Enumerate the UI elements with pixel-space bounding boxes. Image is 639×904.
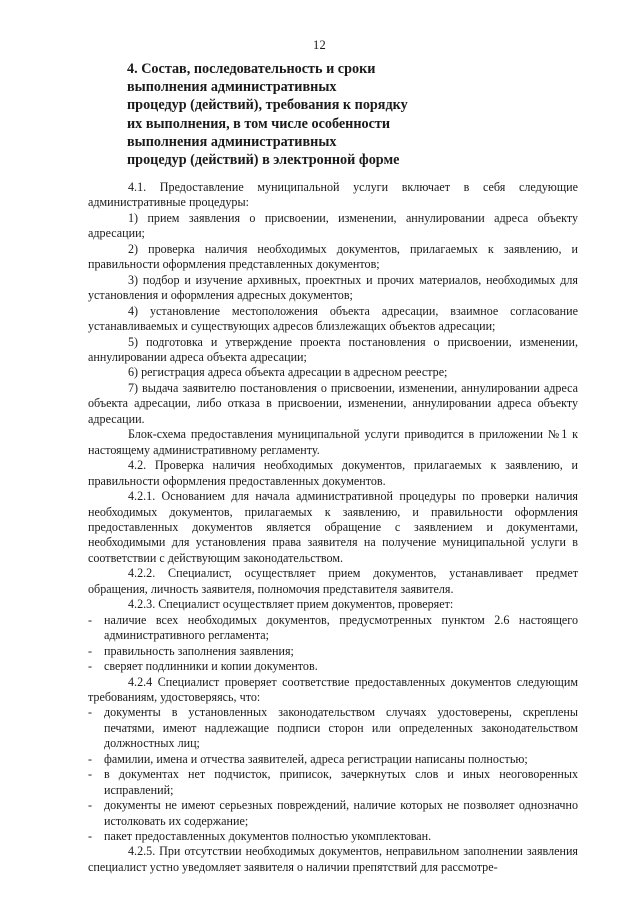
- list-item-text: сверяет подлинники и копии документов.: [104, 659, 318, 674]
- list-item-text: в документах нет подчисток, приписок, зачеркнутых слов и иных неоговоренных исправлений;: [104, 767, 578, 797]
- list-item-text: наличие всех необходимых документов, предусмотренных пунктом 2.6 настоящего административного регламента;: [104, 612, 578, 643]
- title-line: процедур (действий) в электронной форме: [127, 152, 400, 169]
- title-line: процедур (действий), требования к порядку: [127, 97, 408, 114]
- paragraph: 4.2.4 Специалист проверяет соответствие предоставленных документов следующим требованиям, удостоверяясь, что:: [88, 674, 578, 704]
- list-item: [88, 613, 578, 644]
- section-title: [127, 60, 457, 169]
- paragraph: 4.2. Проверка наличия необходимых документов, прилагаемых к заявлению, и правильности оформления предоставленных документов.: [88, 458, 578, 488]
- title-line: выполнения административных: [127, 79, 337, 96]
- paragraph: 4.1. Предоставление муниципальной услуги включает в себя следующие административные процедуры:: [88, 180, 578, 210]
- paragraph: 2) проверка наличия необходимых документов, прилагаемых к заявлению, и правильности оформления представленных документов;: [88, 241, 578, 272]
- dash-marker: -: [88, 705, 93, 720]
- paragraph: 5) подготовка и утверждение проекта постановления о присвоении, изменении, аннулировании адреса объекта адресации;: [88, 334, 578, 364]
- list-item: [88, 644, 578, 659]
- title-line: выполнения административных: [127, 133, 337, 150]
- title-line: 4. Состав, последовательность и сроки: [127, 61, 376, 77]
- paragraph: 4.2.5. При отсутствии необходимых документов, неправильном заполнении заявления специалист устно уведомляет заявителя о наличии препятствий для рассмотре-: [88, 844, 578, 874]
- paragraph: 1) прием заявления о присвоении, изменении, аннулировании адреса объекту адресации;: [88, 210, 578, 241]
- paragraph: 7) выдача заявителю постановления о присвоении, изменении, аннулировании адреса объекта адресации, либо отказа в присвоении, изменении, аннулировании адреса объекту адресации.: [88, 380, 578, 426]
- dash-marker: -: [88, 643, 93, 658]
- dash-marker: -: [88, 798, 93, 813]
- list-item: [88, 705, 578, 751]
- list-item: [88, 659, 578, 674]
- list-item: [88, 767, 578, 798]
- list-item-text: пакет предоставленных документов полностью укомплектован.: [104, 829, 432, 844]
- paragraph: 4.2.2. Специалист, осуществляет прием документов, устанавливает предмет обращения, личность заявителя, полномочия представителя заявителя.: [88, 566, 578, 596]
- paragraph: Блок-схема предоставления муниципальной услуги приводится в приложении №1 к настоящему административному регламенту.: [88, 427, 578, 457]
- page-number: 12: [312, 38, 327, 52]
- paragraph: 4.2.3. Специалист осуществляет прием документов, проверяет:: [128, 597, 454, 612]
- paragraph: 6) регистрация адреса объекта адресации в адресном реестре;: [128, 365, 448, 380]
- list-item: [88, 752, 578, 767]
- paragraph: 4) установление местоположения объекта адресации, взаимное согласование устанавливаемых и существующих адресов близлежащих объектов адресации;: [88, 303, 578, 334]
- list-item: [88, 798, 578, 829]
- list-item-text: документы не имеют серьезных повреждений, наличие которых не позволяет однозначно истолковать их содержание;: [104, 798, 578, 828]
- paragraph: 3) подбор и изучение архивных, проектных и прочих материалов, необходимых для установления и оформления адресных документов;: [88, 272, 578, 303]
- dash-marker: -: [88, 612, 93, 627]
- list-item-text: фамилии, имена и отчества заявителей, адреса регистрации написаны полностью;: [104, 751, 528, 766]
- dash-marker: -: [88, 659, 93, 674]
- list-item-text: документы в установленных законодательством случаях удостоверены, скреплены печатями, имеют надлежащие подписи сторон или определенных законодательством должностных лиц;: [104, 705, 578, 751]
- dash-marker: -: [88, 767, 93, 782]
- document-body: [88, 180, 578, 875]
- dash-marker: -: [88, 751, 93, 766]
- paragraph: 4.2.1. Основанием для начала административной процедуры по проверки наличия необходимых документов, прилагаемых к заявлению, и правильности оформления предоставленных документов является обращение с заявлением и документами, необходимыми для установления права заявителя на получение муниципальной услуги в соответствии с действующим законодательством.: [88, 489, 578, 565]
- title-line: их выполнения, в том числе особенности: [127, 115, 391, 132]
- list-item: [88, 829, 578, 844]
- list-item-text: правильность заполнения заявления;: [104, 643, 294, 658]
- dash-marker: -: [88, 829, 93, 844]
